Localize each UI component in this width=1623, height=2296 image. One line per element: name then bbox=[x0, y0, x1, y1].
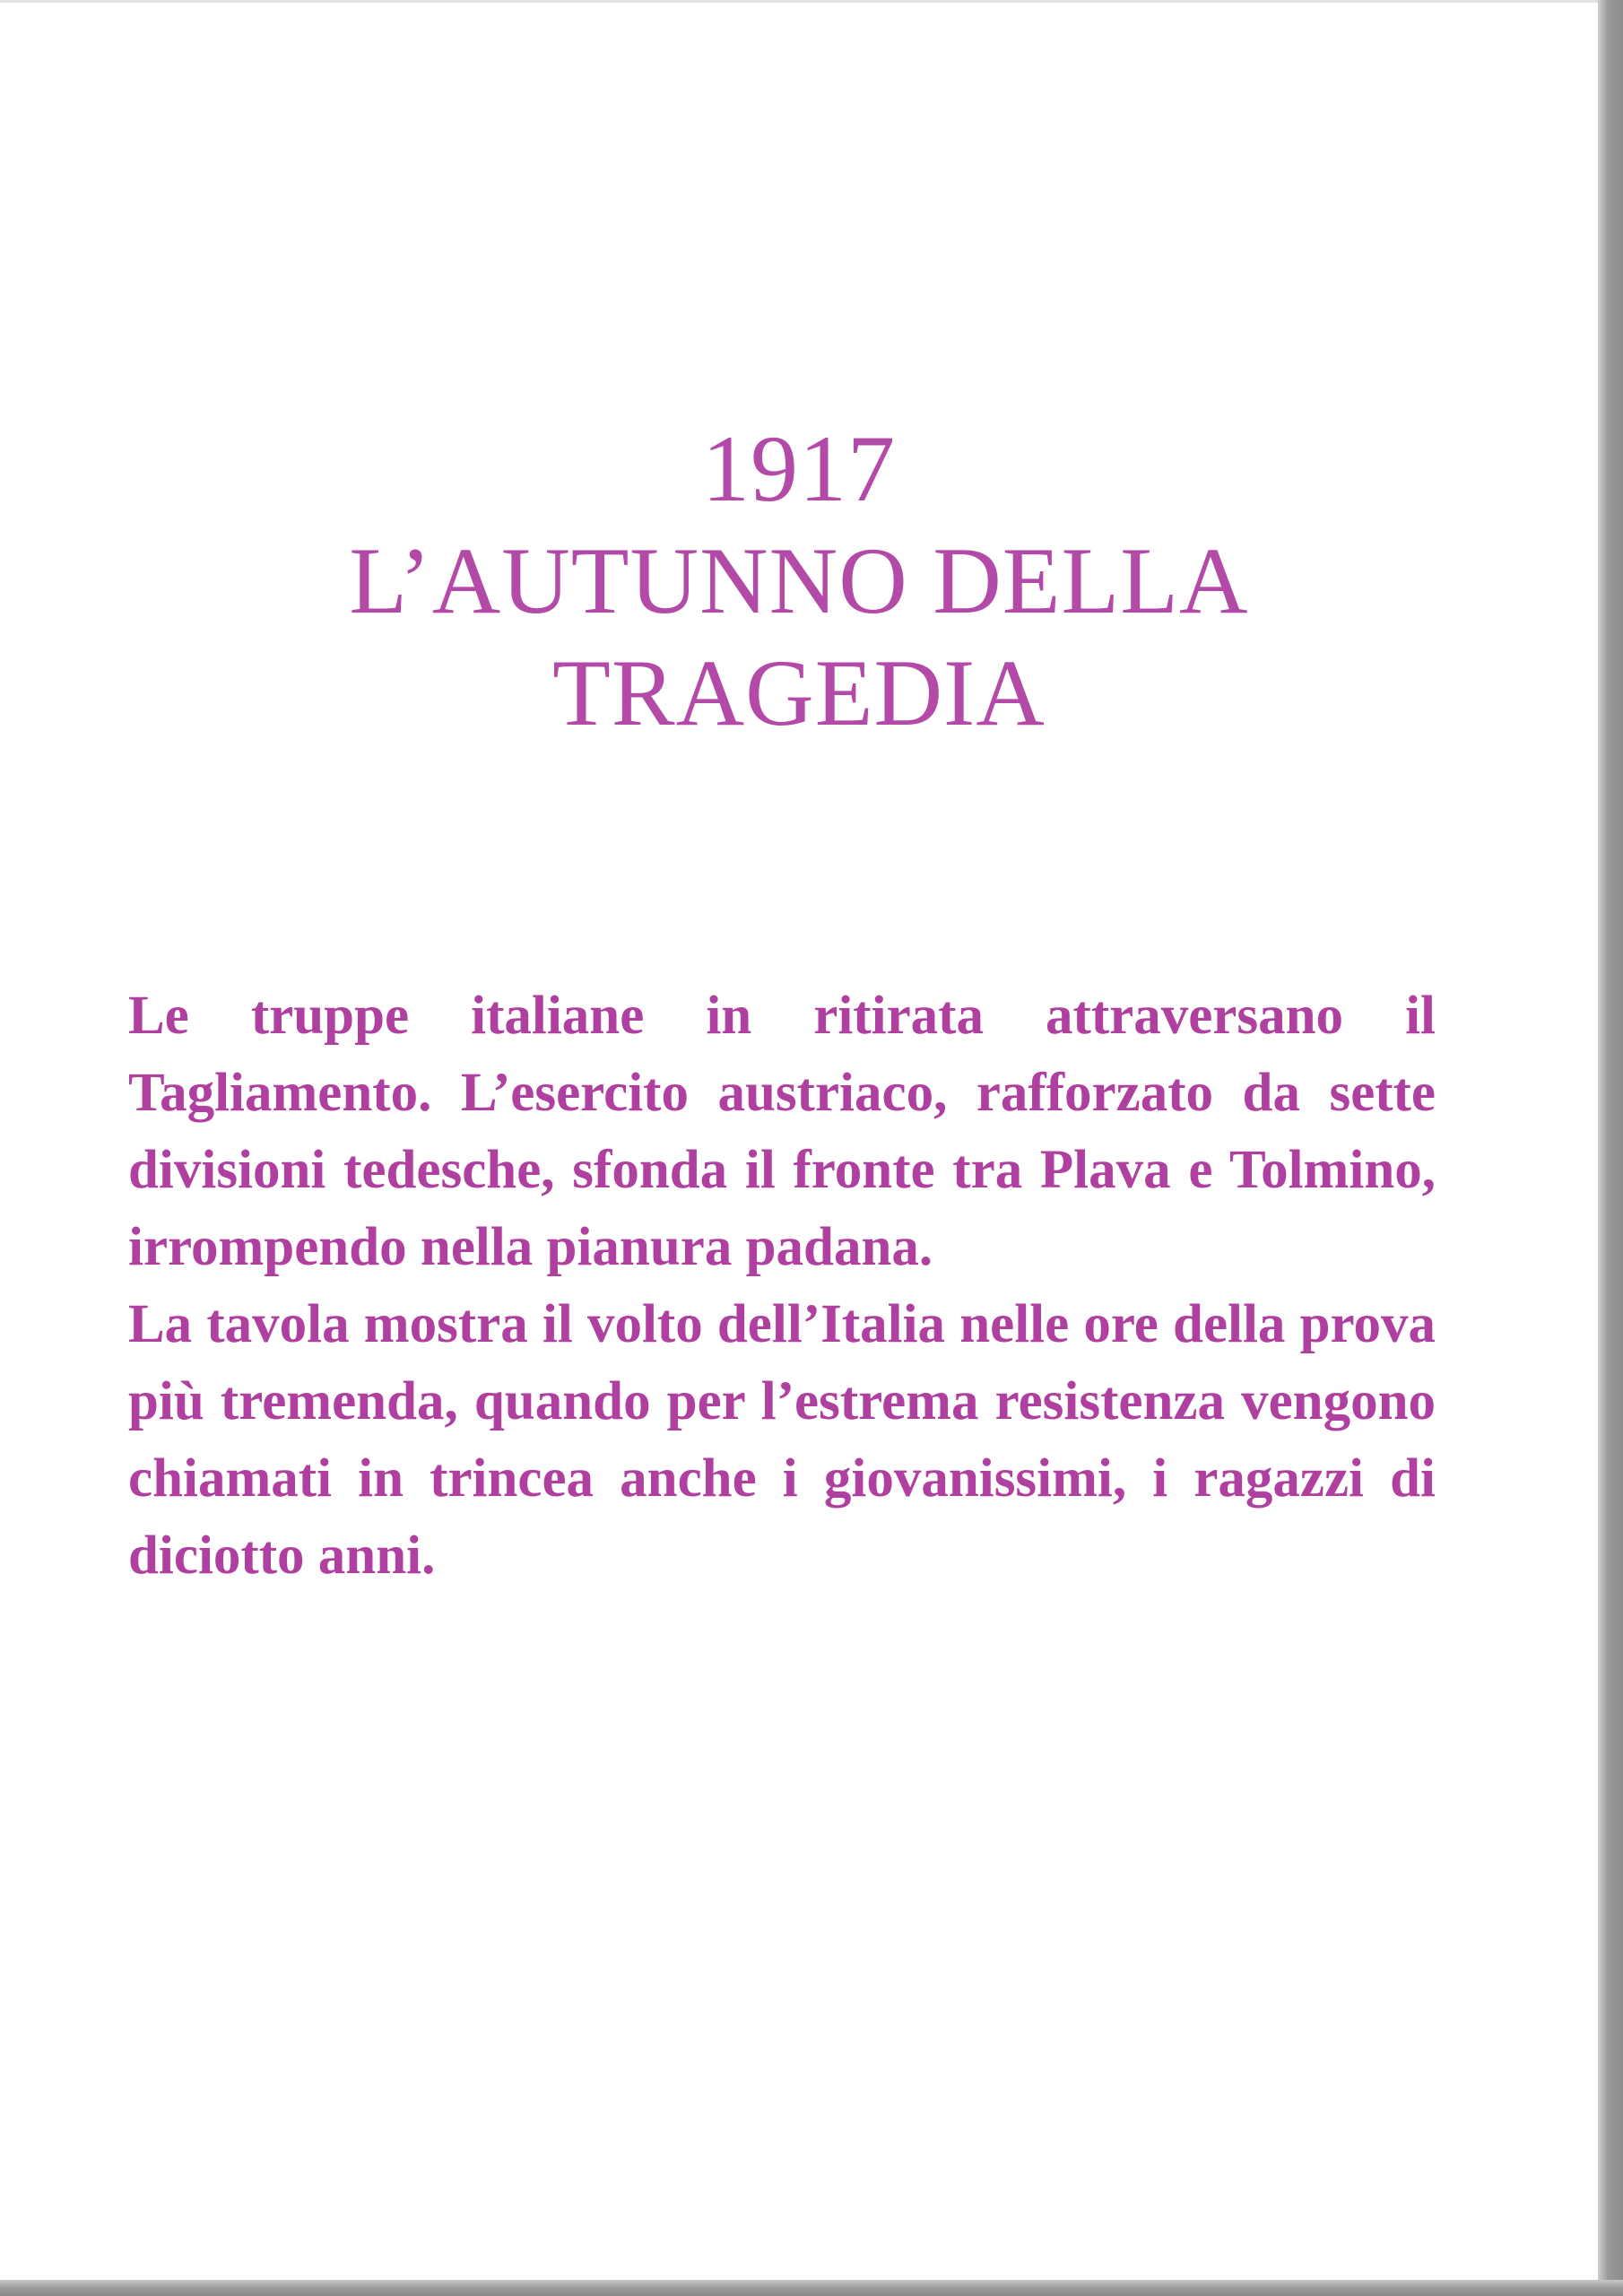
title-line-2: TRAGEDIA bbox=[552, 640, 1046, 745]
paragraph-2: La tavola mostra il volto dell’Italia nelle ore della prova più tremenda, quando per l’estrema resistenza vengono chiamati in trincea anche i giovanissimi, i ragazzi di diciotto anni. bbox=[128, 1294, 1436, 1586]
scan-edge-right bbox=[1598, 0, 1623, 2296]
title-line-1: L’AUTUNNO DELLA bbox=[349, 528, 1249, 633]
paragraph-1: Le truppe italiane in ritirata attraversano il Tagliamento. L’esercito austriaco, rafforzato da sette divisioni tedesche, sfonda il fronte tra Plava e Tolmino, irrompendo nella pianura padana. bbox=[128, 986, 1436, 1277]
scan-edge-bottom bbox=[0, 2280, 1623, 2296]
scan-edge-top bbox=[0, 0, 1623, 3]
body-text bbox=[128, 978, 1436, 1595]
title-year: 1917 bbox=[702, 416, 896, 521]
